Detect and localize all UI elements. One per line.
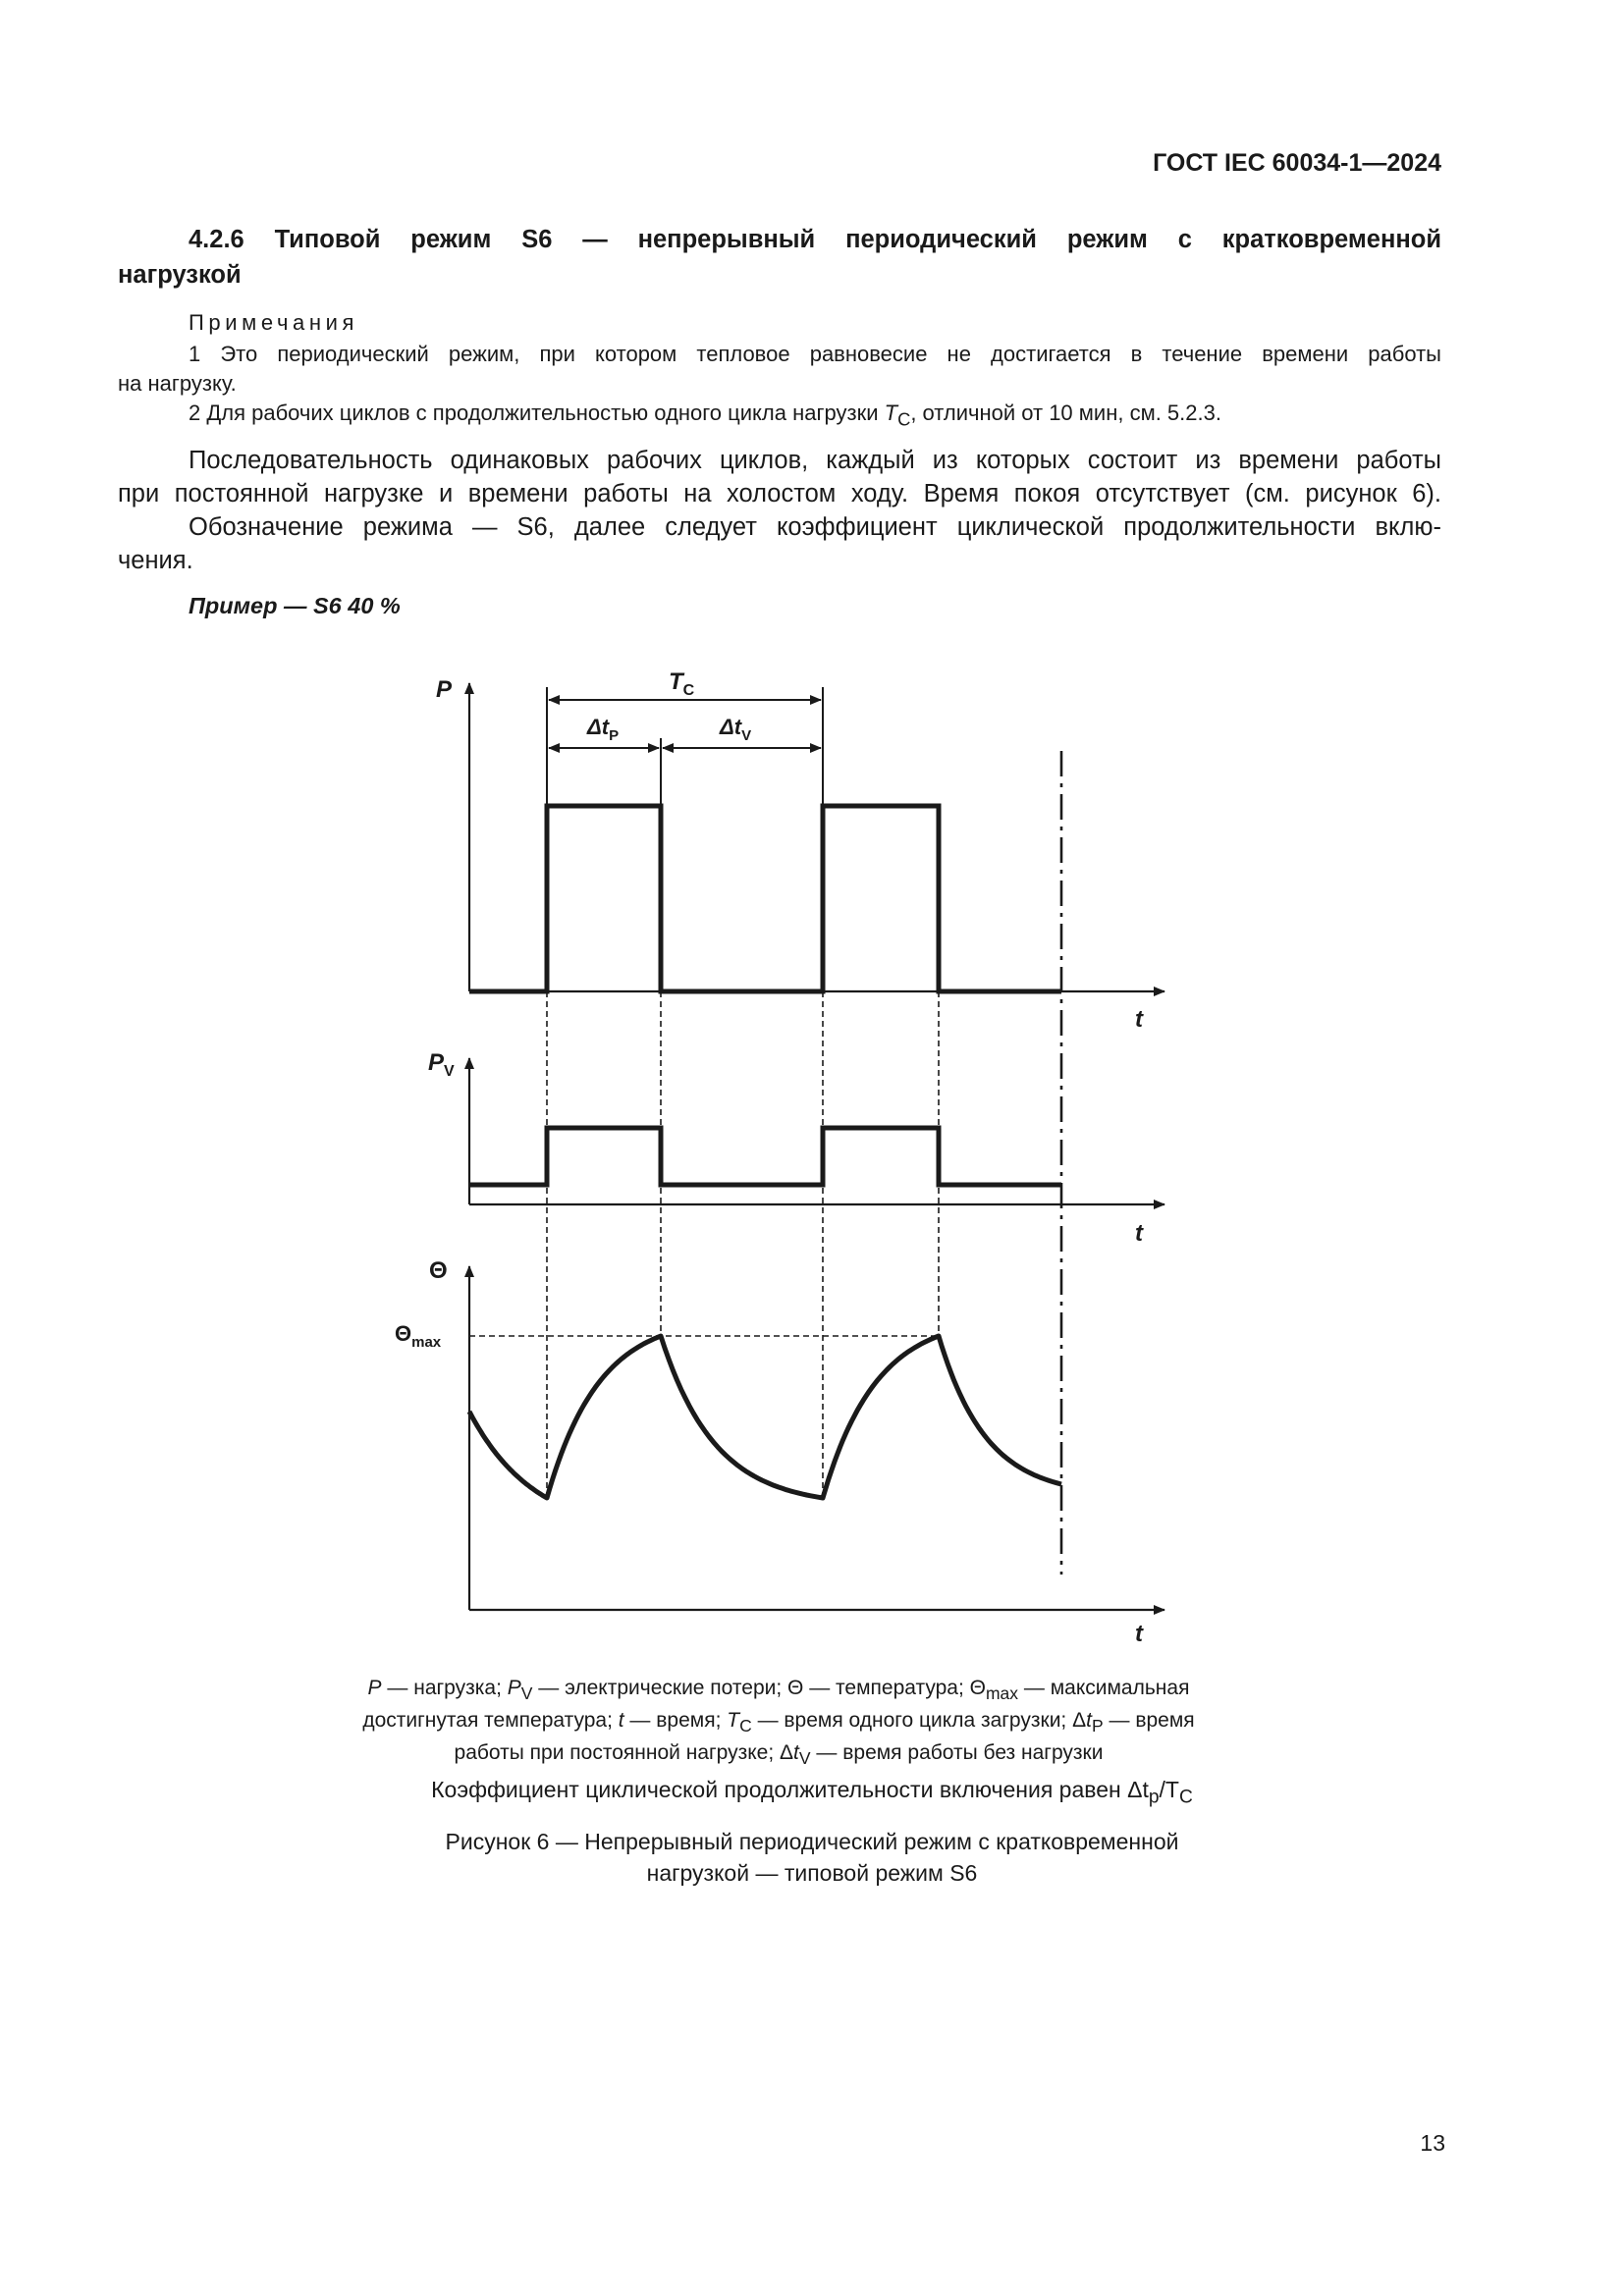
transition-guides <box>547 991 939 1502</box>
note-1-line2: на нагрузку. <box>118 371 237 396</box>
page-number: 13 <box>1420 2130 1445 2156</box>
pv-axis-label: $P_V$ <box>428 1049 455 1080</box>
paragraph-2-line2: чения. <box>118 547 193 574</box>
dtv-label: $\Delta t_V$ <box>720 715 752 744</box>
figure-title-line2: нагрузкой — типовой режим S6 <box>646 1860 978 1886</box>
figure-title <box>295 1826 1329 1889</box>
paragraph-1-line2: при постоянной нагрузке и времени работы на холостом ходу. Время покоя отсутствует (см. рисунок 6). <box>118 480 1441 507</box>
example-designation: Пример — S6 40 % <box>189 593 401 618</box>
figure-title-line1: Рисунок 6 — Непрерывный периодический режим с кратковременной <box>445 1829 1179 1854</box>
note-1-line1: 1 Это периодический режим, при котором тепловое равновесие не достигается в течение времени работы <box>189 342 1441 366</box>
temperature-trace <box>469 1336 1061 1498</box>
panel-load <box>436 668 1164 1033</box>
theta-time-label: t <box>1135 1621 1143 1647</box>
paragraph-1-line1: Последовательность одинаковых рабочих циклов, каждый из которых состоит из времени работы <box>189 447 1441 474</box>
legend-line1: P — нагрузка; $P_V$ — электрические потери; Θ — температура; $\Theta_{max}$ — максимальная <box>367 1677 1190 1704</box>
load-pulse-trace <box>469 806 1061 991</box>
legend-line2: достигнутая температура; t — время; $T_C$ — время одного цикла загрузки; $\Delta t_P$ — время <box>362 1709 1195 1736</box>
figure-legend <box>324 1675 1233 1773</box>
losses-trace <box>469 1128 1061 1185</box>
p-time-label: t <box>1135 1006 1143 1033</box>
section-heading-line1: 4.2.6 Типовой режим S6 — непрерывный периодический режим с кратковременной <box>189 226 1441 253</box>
panel-temperature <box>395 1257 1164 1647</box>
duty-factor-caption: Коэффициент циклической продолжительности включения равен $\Delta t_p/T_C$ <box>431 1777 1193 1808</box>
page-header-standard: ГОСТ IEC 60034-1—2024 <box>1153 149 1441 177</box>
dtp-label: $\Delta t_P$ <box>587 715 620 744</box>
note-2-symbol: T <box>884 400 898 425</box>
legend-line3: работы при постоянной нагрузке; $\Delta t_V$ — время работы без нагрузки <box>454 1741 1104 1769</box>
theta-max-label: $\Theta_{max}$ <box>395 1321 442 1351</box>
pv-time-label: t <box>1135 1220 1143 1247</box>
note-2-text: 2 Для рабочих циклов с продолжительностью одного цикла нагрузки <box>189 400 885 425</box>
note-2-sub: C <box>897 408 911 430</box>
paragraph-2-line1: Обозначение режима — S6, далее следует коэффициент циклической продолжительности вклю- <box>189 513 1441 541</box>
section-heading-line2: нагрузкой <box>118 261 242 289</box>
panel-losses <box>428 1049 1164 1247</box>
tc-label: $T_C$ <box>669 668 695 699</box>
note-2-tail: , отличной от 10 мин, см. 5.2.3. <box>910 400 1221 425</box>
theta-axis-label: Θ <box>429 1257 448 1284</box>
notes-title: Примечания <box>189 310 359 335</box>
p-axis-label: P <box>436 676 453 703</box>
